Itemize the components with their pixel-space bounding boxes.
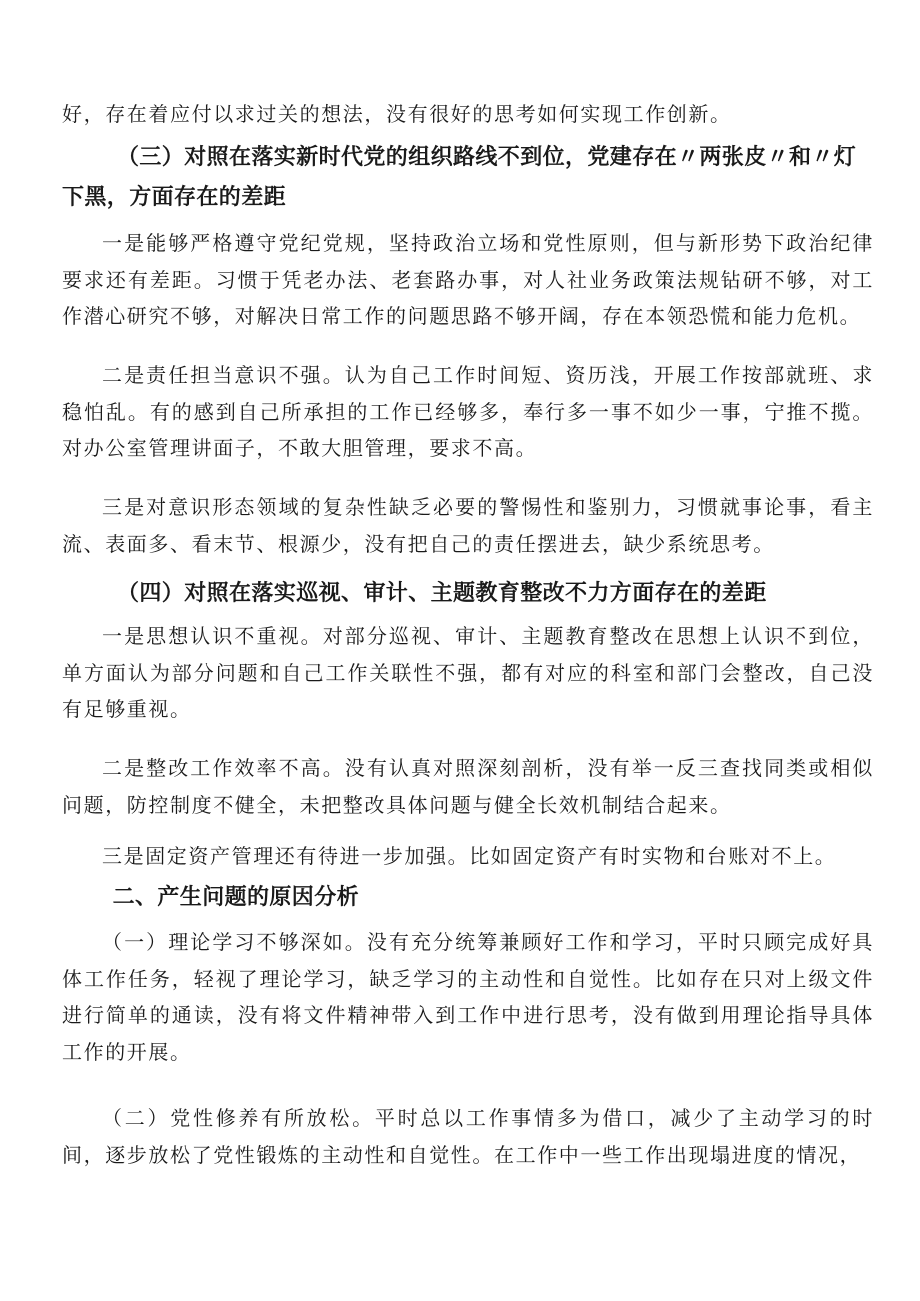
paragraph-3-3: 三是对意识形态领域的复杂性缺乏必要的警惕性和鉴别力，习惯就事论事，看主流、表面多、看末节、根源少，没有把自己的责任摆进去，缺少系统思考。	[62, 495, 874, 556]
chapter-heading-2: 二、产生问题的原因分析	[112, 885, 359, 910]
paragraph-3-1: 一是能够严格遵守党纪党规，坚持政治立场和党性原则，但与新形势下政治纪律要求还有差距。习惯于凭老办法、老套路办事，对人社业务政策法规钻研不够，对工作潜心研究不够，对解决日常工作的问题思路不够开阔，存在本领恐慌和能力危机。	[62, 231, 874, 328]
paragraph-5-1: （一）理论学习不够深如。没有充分统筹兼顾好工作和学习，平时只顾完成好具体工作任务，轻视了理论学习，缺乏学习的主动性和自觉性。比如存在只对上级文件进行简单的通读，没有将文件精神带入到工作中进行思考，没有做到用理论指导具体工作的开展。	[62, 930, 874, 1064]
paragraph-3-2: 二是责任担当意识不强。认为自己工作时间短、资历浅，开展工作按部就班、求稳怕乱。有的感到自己所承担的工作已经够多，奉行多一事不如少一事，宁推不揽。对办公室管理讲面子，不敢大胆管理，要求不高。	[62, 363, 874, 460]
paragraph-continued: 好，存在着应付以求过关的想法，没有很好的思考如何实现工作创新。	[62, 102, 732, 126]
paragraph-5-2: （二）党性修养有所放松。平时总以工作事情多为借口，减少了主动学习的时间，逐步放松了党性锻炼的主动性和自觉性。在工作中一些工作出现塌进度的情况，	[62, 1106, 874, 1167]
paragraph-4-3: 三是固定资产管理还有待进一步加强。比如固定资产有时实物和台账对不上。	[102, 844, 837, 868]
paragraph-4-2: 二是整改工作效率不高。没有认真对照深刻剖析，没有举一反三查找同类或相似问题，防控制度不健全，未把整改具体问题与健全长效机制结合起来。	[62, 756, 874, 817]
paragraph-4-1: 一是思想认识不重视。对部分巡视、审计、主题教育整改在思想上认识不到位，单方面认为部分问题和自己工作关联性不强，都有对应的科室和部门会整改，自己没有足够重视。	[62, 624, 874, 721]
section-heading-3: （三）对照在落实新时代党的组织路线不到位，党建存在〃两张皮〃和〃灯下黑，方面存在的差距	[62, 145, 857, 210]
section-heading-4: （四）对照在落实巡视、审计、主题教育整改不力方面存在的差距	[117, 581, 767, 606]
